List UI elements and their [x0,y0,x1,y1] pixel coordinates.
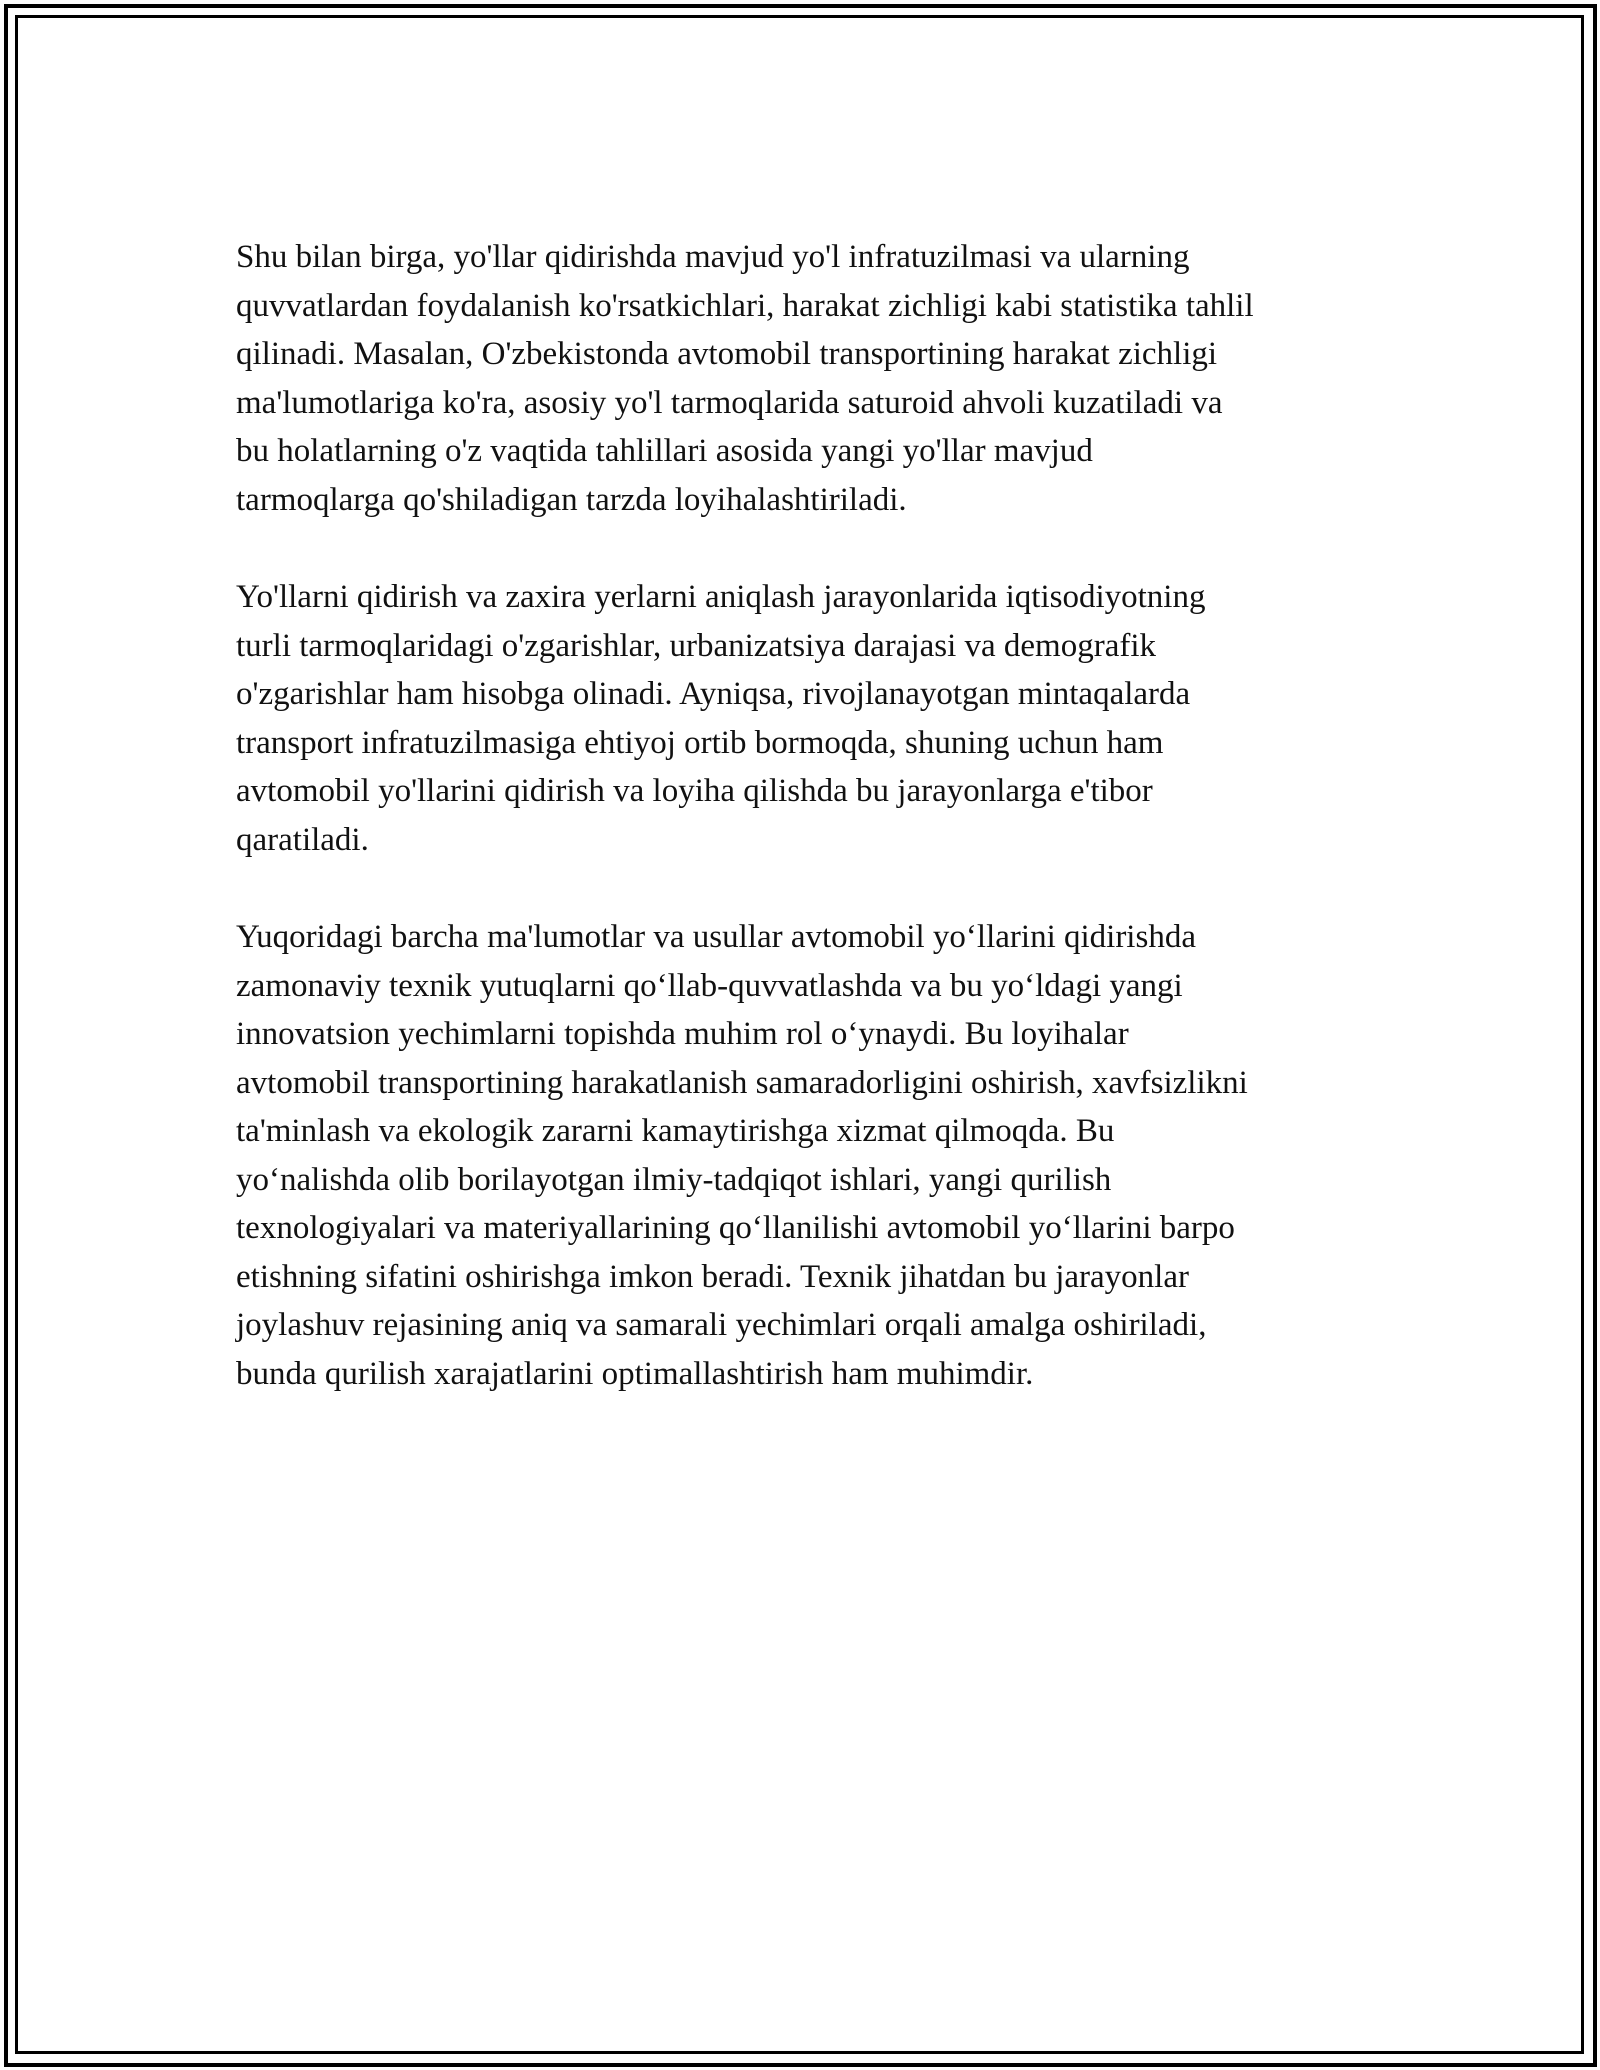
document-body [236,233,1376,1447]
text-line: yo‘nalishda olib borilayotgan ilmiy-tadqiqot ishlari, yangi qurilish [236,1161,1112,1198]
paragraph-1 [236,233,1376,524]
text-line: turli tarmoqlaridagi o'zgarishlar, urbanizatsiya darajasi va demografik [236,627,1157,664]
text-line: texnologiyalari va materiyallarining qo‘llanilishi avtomobil yo‘llarini barpo [236,1210,1235,1246]
text-line: qaratiladi. [236,821,369,858]
text-line: avtomobil transportining harakatlanish samaradorligini oshirish, xavfsizlikni [236,1064,1248,1101]
text-line: Yo'llarni qidirish va zaxira yerlarni aniqlash jarayonlarida iqtisodiyotning [236,579,1206,615]
paragraph-2 [236,573,1376,864]
text-line: Shu bilan birga, yo'llar qidirishda mavjud yo'l infratuzilmasi va ularning [236,239,1190,275]
text-line: transport infratuzilmasiga ehtiyoj ortib bormoqda, shuning uchun ham [236,724,1164,761]
text-line: innovatsion yechimlarni topishda muhim rol o‘ynaydi. Bu loyihalar [236,1016,1129,1052]
text-line: Yuqoridagi barcha ma'lumotlar va usullar avtomobil yo‘llarini qidirishda [236,919,1196,955]
text-line: zamonaviy texnik yutuqlarni qo‘llab-quvvatlashda va bu yo‘ldagi yangi [236,967,1183,1004]
text-line: o'zgarishlar ham hisobga olinadi. Ayniqsa, rivojlanayotgan mintaqalarda [236,676,1191,712]
text-line: qilinadi. Masalan, O'zbekistonda avtomobil transportining harakat zichligi [236,336,1218,372]
text-line: quvvatlardan foydalanish ko'rsatkichlari, harakat zichligi kabi statistika tahlil [236,287,1254,324]
paragraph-3 [236,913,1376,1398]
text-line: etishning sifatini oshirishga imkon beradi. Texnik jihatdan bu jarayonlar [236,1258,1189,1295]
text-line: ta'minlash va ekologik zararni kamaytirishga xizmat qilmoqda. Bu [236,1113,1115,1149]
text-line: joylashuv rejasining aniq va samarali yechimlari orqali amalga oshiriladi, [236,1307,1207,1343]
text-line: ma'lumotlariga ko'ra, asosiy yo'l tarmoqlarida saturoid ahvoli kuzatiladi va [236,384,1223,421]
text-line: bunda qurilish xarajatlarini optimallashtirish ham muhimdir. [236,1355,1034,1392]
text-line: avtomobil yo'llarini qidirish va loyiha qilishda bu jarayonlarga e'tibor [236,773,1153,809]
text-line: tarmoqlarga qo'shiladigan tarzda loyihalashtiriladi. [236,481,907,518]
text-line: bu holatlarning o'z vaqtida tahlillari asosida yangi yo'llar mavjud [236,433,1093,469]
